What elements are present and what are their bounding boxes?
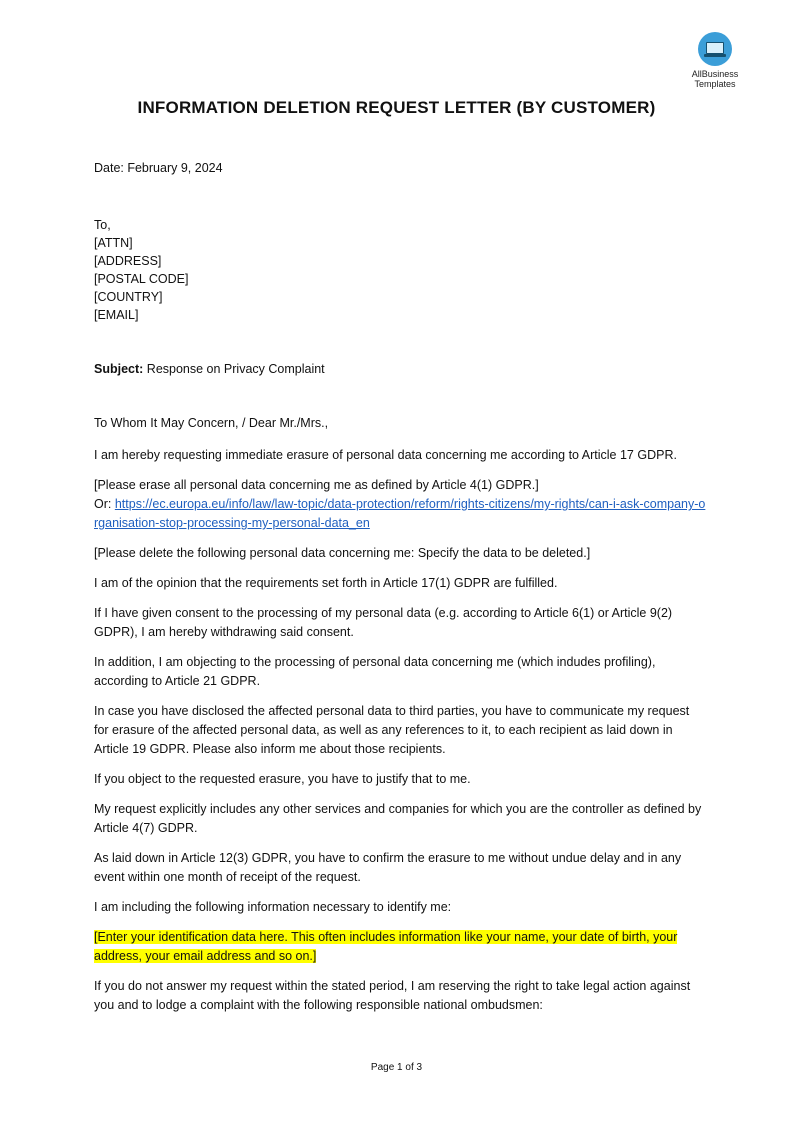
paragraph-identification-data [94,928,706,966]
paragraph-identify: I am including the following information necessary to identify me: [94,900,452,914]
subject-text: Response on Privacy Complaint [143,362,325,376]
logo-line2: Templates [694,79,736,89]
paragraph-justify: If you object to the requested erasure, you have to justify that to me. [94,772,471,786]
subject-label: Subject: [94,362,144,376]
logo-line1: AllBusiness [691,69,739,79]
page-number: Page 1 of 3 [370,1062,423,1073]
identification-placeholder: [Enter your identification data here. This often includes information like your name, your date of birth, your address, your email address and so on.] [94,930,678,963]
salutation: To Whom It May Concern, / Dear Mr./Mrs., [94,416,329,430]
paragraph-delete-specific: [Please delete the following personal data concerning me: Specify the data to be deleted.] [94,546,591,560]
paragraph-consent: If I have given consent to the processing of my personal data (e.g. according to Article 6(1) or Article 9(2) GDPR), I am hereby withdrawing said consent. [94,606,673,639]
address-street: [ADDRESS] [94,254,162,268]
recipient-address [94,216,706,324]
laptop-icon [698,32,732,66]
address-attn: [ATTN] [94,236,133,250]
address-email: [EMAIL] [94,308,139,322]
allbusiness-logo [686,32,744,89]
address-to: To, [94,218,111,232]
erase-all-text: [Please erase all personal data concerning me as defined by Article 4(1) GDPR.] [94,478,539,492]
date-line: Date: February 9, 2024 [94,161,223,175]
address-postal: [POSTAL CODE] [94,272,189,286]
paragraph-legal-action: If you do not answer my request within the stated period, I am reserving the right to take legal action against you and to lodge a complaint with the following responsible national ombudsmen: [94,979,691,1012]
subject-line [94,360,706,379]
logo-text [686,69,744,89]
paragraph-third-parties: In case you have disclosed the affected personal data to third parties, you have to communicate my request for erasure of the affected personal data, as well as any references to it, to each recipient as laid down in Article 19 GDPR. Please also inform me about those recipients. [94,704,690,756]
page-title: INFORMATION DELETION REQUEST LETTER (BY CUSTOMER) [137,98,656,117]
or-label: Or: [94,497,115,511]
eu-rights-link[interactable]: https://ec.europa.eu/info/law/law-topic/data-protection/reform/rights-citizens/my-rights/can-i-ask-company-organisation-stop-processing-my-personal-data_en [94,497,706,530]
paragraph-services: My request explicitly includes any other services and companies for which you are the controller as defined by Article 4(7) GDPR. [94,802,702,835]
paragraph-confirmation: As laid down in Article 12(3) GDPR, you have to confirm the erasure to me without undue delay and in any event within one month of receipt of the request. [94,851,682,884]
paragraph-requirements: I am of the opinion that the requirements set forth in Article 17(1) GDPR are fulfilled. [94,576,558,590]
paragraph-erasure-request: I am hereby requesting immediate erasure of personal data concerning me according to Article 17 GDPR. [94,448,677,462]
address-country: [COUNTRY] [94,290,163,304]
letter-body [94,159,706,1026]
paragraph-erase-all [94,476,706,533]
paragraph-objection: In addition, I am objecting to the processing of personal data concerning me (which indudes profiling), according to Article 21 GDPR. [94,655,656,688]
